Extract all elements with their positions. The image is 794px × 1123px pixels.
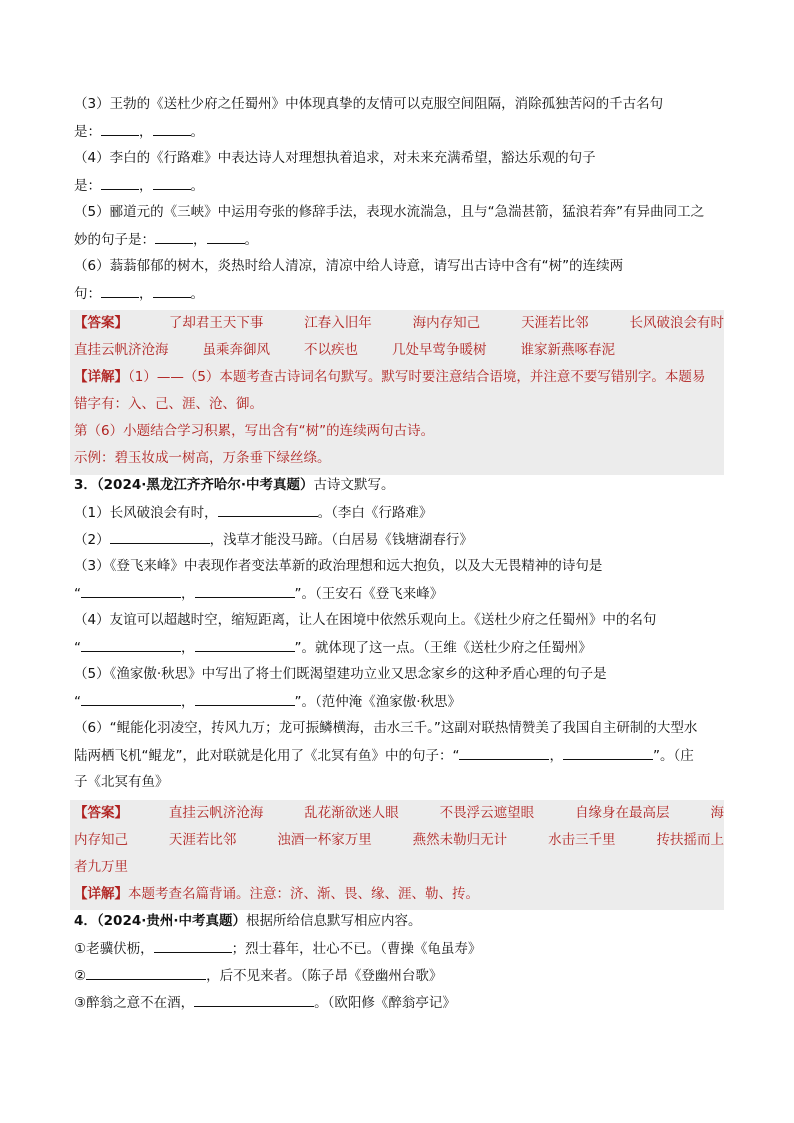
blank[interactable] <box>207 228 245 244</box>
q3-item4-prompt: （4）友谊可以超越时空，缩短距离，让人在困境中依然乐观向上。《送杜少府之任蜀州》中的名句 <box>74 612 657 628</box>
q3-item6-prompt: （6）“鲲能化羽凌空，抟风九万；龙可振鳞横海，击水三千。”这副对联热情赞美了我国自主研制的大型水 <box>74 720 698 736</box>
q2-item3-prompt: （3）王勃的《送杜少府之任蜀州》中体现真挚的友情可以克服空间阻隔，消除孤独苦闷的千古名句 <box>74 96 664 112</box>
q3-answer-row: 者九万里 <box>74 859 128 875</box>
q2-detail: 错字有：入、己、涯、沧、御。 <box>74 396 263 412</box>
blank[interactable] <box>195 582 295 598</box>
q2-detail: 【详解】（1）——（5）本题考查古诗词名句默写。默写时要注意结合语境，并注意不要写错别字。本题易 <box>74 369 706 385</box>
blank[interactable] <box>194 991 314 1007</box>
blank[interactable] <box>155 228 193 244</box>
q4-item1: ①老骥伏枥， ；烈士暮年，壮心不已。（曹操《龟虽寿》 <box>74 937 724 959</box>
blank[interactable] <box>195 690 295 706</box>
blank[interactable] <box>110 528 210 544</box>
blank[interactable] <box>195 636 295 652</box>
q3-answer-row: 内存知己 天涯若比邻 浊酒一杯家万里 燕然未勒归无计 水击三千里 抟扶摇而上 <box>74 832 724 848</box>
blank[interactable] <box>459 744 549 760</box>
blank[interactable] <box>86 964 206 980</box>
blank[interactable] <box>153 120 191 136</box>
q2-item6-prompt: （6）蓊蓊郁郁的树木，炎热时给人清凉，清凉中给人诗意，请写出古诗中含有“树”的连续两 <box>74 258 624 274</box>
q2-item4-prompt: （4）李白的《行路难》中表达诗人对理想执着追求，对未来充满希望，豁达乐观的句子 <box>74 150 596 166</box>
q3-answer-row: 【答案】 直挂云帆济沧海 乱花渐欲迷人眼 不畏浮云遮望眼 自缘身在最高层 海 <box>74 805 724 821</box>
q3-item3-prompt: （3）《登飞来峰》中表现作者变法革新的政治理想和远大抱负，以及大无畏精神的诗句是 <box>74 558 603 574</box>
q3-item2: （2） ，浅草才能没马蹄。（白居易《钱塘湖春行》 <box>74 528 724 550</box>
blank[interactable] <box>154 937 232 953</box>
q3-detail: 【详解】本题考查名篇背诵。注意：济、渐、畏、缘、涯、勒、抟。 <box>74 886 479 902</box>
q3-item6-answer: 陆两栖飞机“鲲龙”，此对联就是化用了《北冥有鱼》中的句子：“ ， ”。（庄 <box>74 744 724 766</box>
q3-item6-source: 子《北冥有鱼》 <box>74 774 169 790</box>
q2-answer-row: 【答案】 了却君王天下事 江春入旧年 海内存知己 天涯若比邻 长风破浪会有时 <box>74 315 724 331</box>
q2-item3-answer-line: 是： ， 。 <box>74 120 724 142</box>
q2-item5-prompt: （5）郦道元的《三峡》中运用夸张的修辞手法，表现水流湍急，且与“急湍甚箭，猛浪若奔”有异曲同工之 <box>74 204 705 220</box>
blank[interactable] <box>101 282 139 298</box>
blank[interactable] <box>101 120 139 136</box>
q2-detail: 示例：碧玉妆成一树高，万条垂下绿丝绦。 <box>74 450 331 466</box>
q4-item2: ② ，后不见来者。（陈子昂《登幽州台歌》 <box>74 964 724 986</box>
q3-heading: 3．（2024·黑龙江齐齐哈尔·中考真题）古诗文默写。 <box>74 477 395 493</box>
blank[interactable] <box>153 282 191 298</box>
q4-heading: 4．（2024·贵州·中考真题）根据所给信息默写相应内容。 <box>74 913 422 929</box>
q2-item6-answer-line: 句： ， 。 <box>74 282 724 304</box>
blank[interactable] <box>81 582 181 598</box>
q3-item1: （1）长风破浪会有时， 。（李白《行路难》 <box>74 501 724 523</box>
blank[interactable] <box>101 174 139 190</box>
q2-answer-row: 直挂云帆济沧海 虽乘奔御风 不以疾也 几处早莺争暖树 谁家新燕啄春泥 <box>74 342 615 358</box>
q4-item3: ③醉翁之意不在酒， 。（欧阳修《醉翁亭记》 <box>74 991 724 1013</box>
q3-item4-answer: “ ， ”。就体现了这一点。（王维《送杜少府之任蜀州》 <box>74 636 724 658</box>
q2-detail: 第（6）小题结合学习积累，写出含有“树”的连续两句古诗。 <box>74 423 435 439</box>
q2-item4-answer-line: 是： ， 。 <box>74 174 724 196</box>
blank[interactable] <box>81 690 181 706</box>
q2-item5-answer-line: 妙的句子是： ， 。 <box>74 228 724 250</box>
q3-item5-prompt: （5）《渔家傲·秋思》中写出了将士们既渴望建功立业又思念家乡的这种矛盾心理的句子是 <box>74 666 607 682</box>
blank[interactable] <box>218 501 318 517</box>
q3-item3-answer: “ ， ”。（王安石《登飞来峰》 <box>74 582 724 604</box>
blank[interactable] <box>153 174 191 190</box>
blank[interactable] <box>563 744 653 760</box>
q3-item5-answer: “ ， ”。（范仲淹《渔家傲·秋思》 <box>74 690 724 712</box>
blank[interactable] <box>81 636 181 652</box>
